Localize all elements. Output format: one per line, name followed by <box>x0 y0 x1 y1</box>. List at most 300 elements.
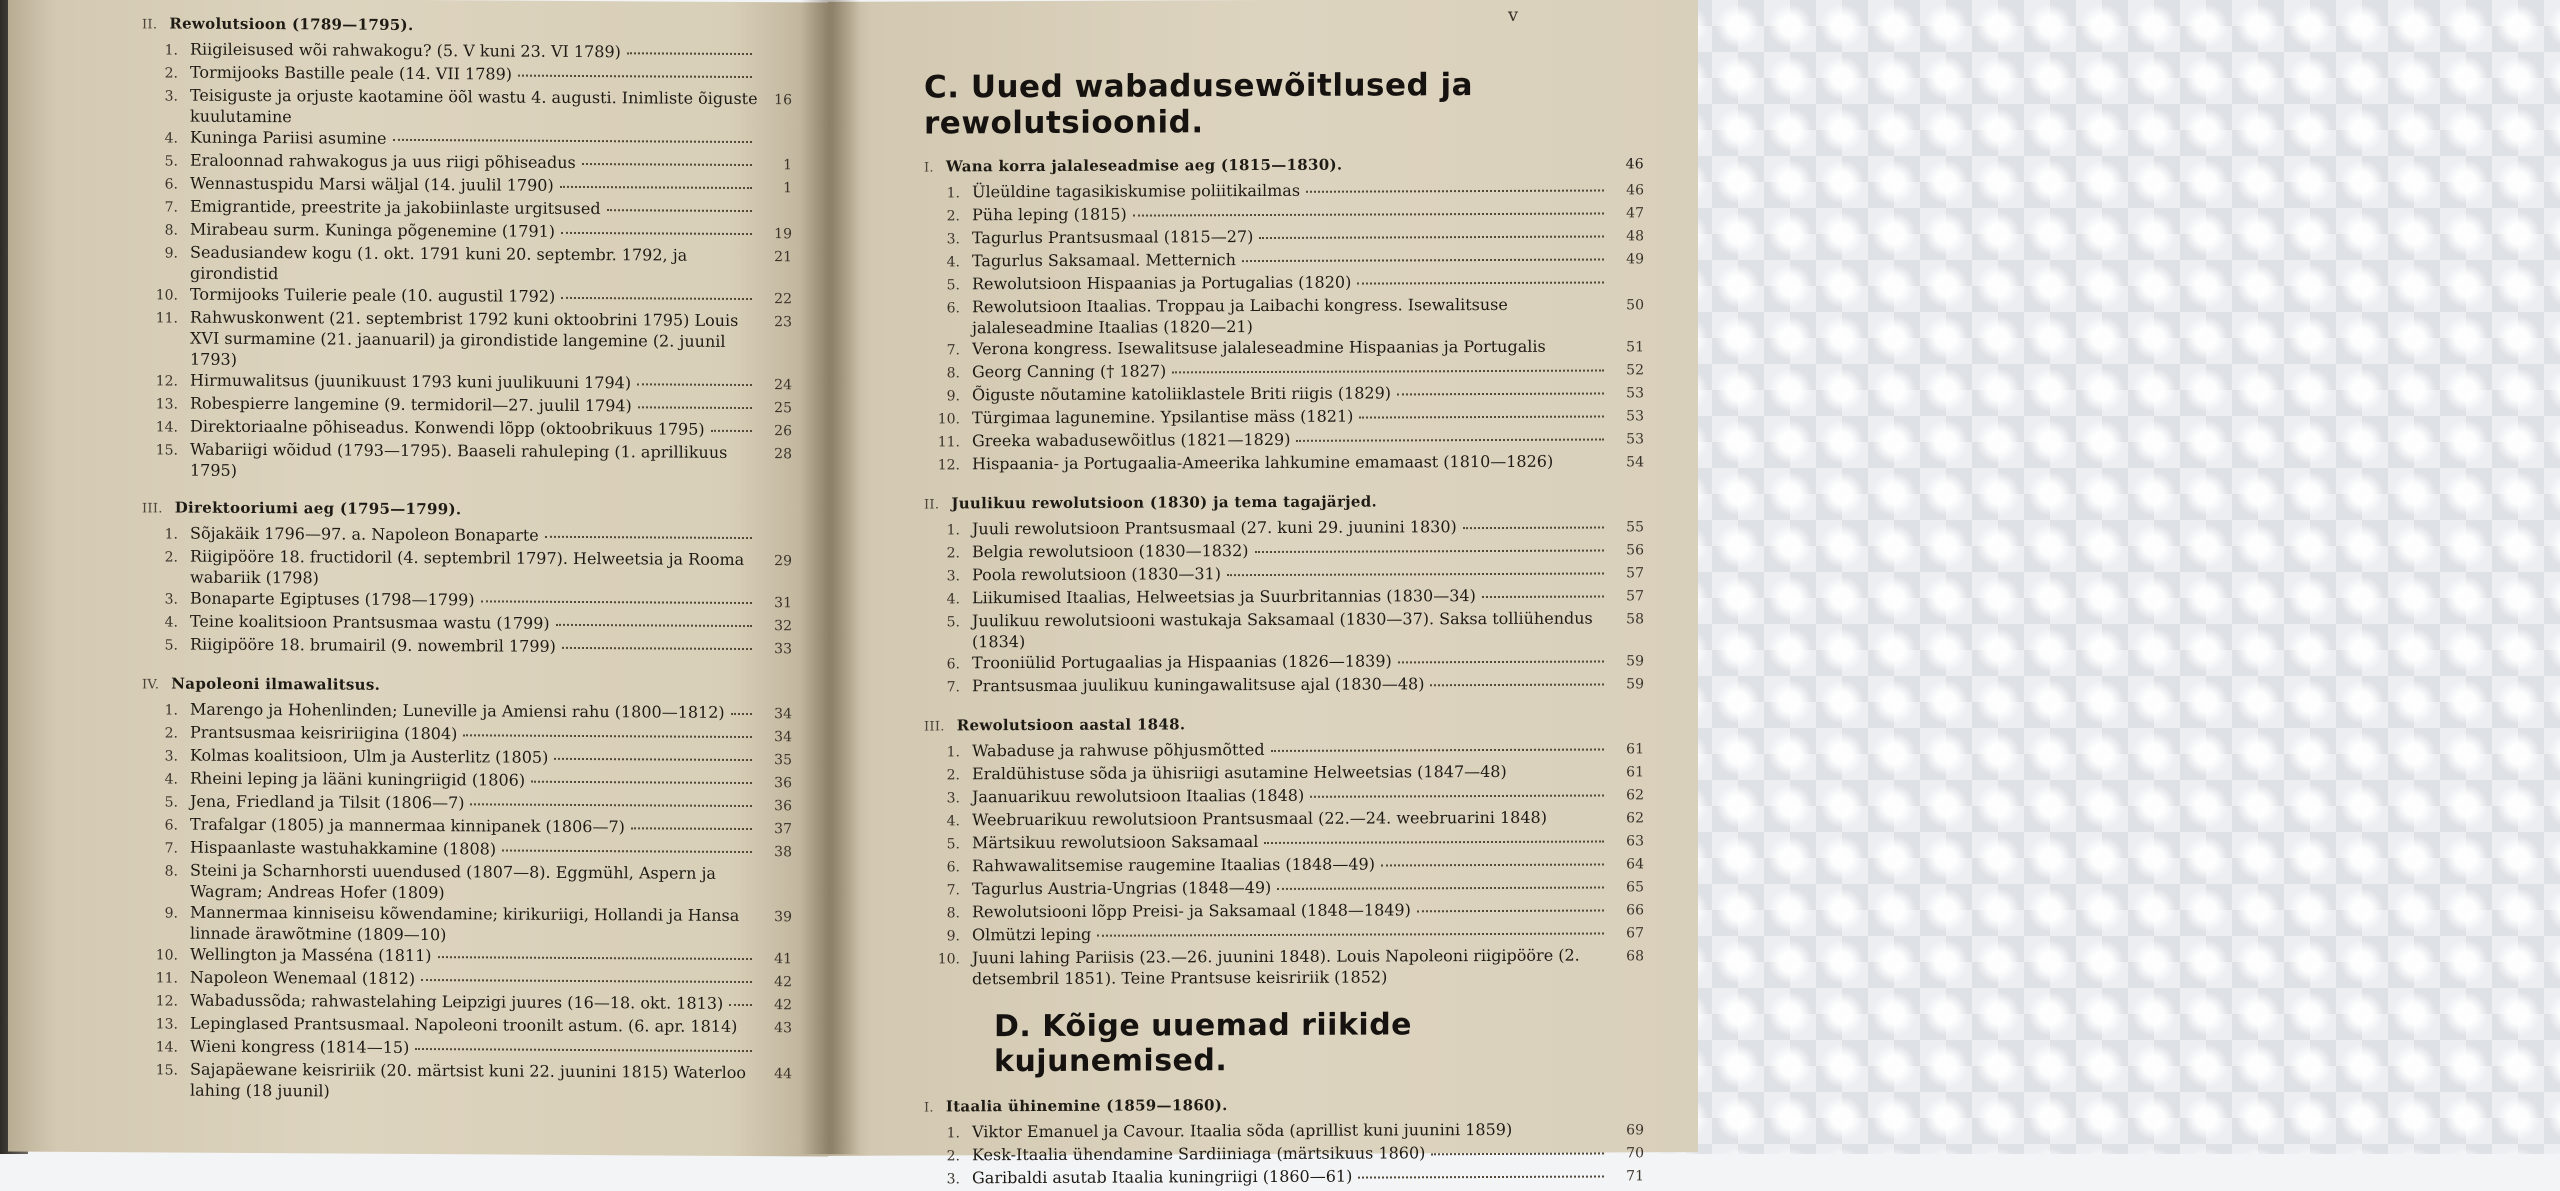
entry-page-number: 61 <box>1610 762 1644 783</box>
entry-title: Rewolutsioon Itaalias. Troppau ja Laibachi kongress. Isewalitsuse jalaleseadmine Itaalias (1820—21) <box>972 293 1610 338</box>
entry-number: 7. <box>924 340 960 361</box>
entry-title: Steini ja Scharnhorsti uuendused (1807—8). Eggmühl, Aspern ja Wagram; Andreas Hofer (1809) <box>190 860 758 905</box>
entry-number: 5. <box>142 792 178 813</box>
entry-number: 11. <box>924 432 960 453</box>
entry-page-number: 59 <box>1610 674 1644 695</box>
entry-title: Trafalgar (1805) ja mannermaa kinnipanek (1806—7) <box>190 814 625 838</box>
entry-number: 11. <box>142 308 178 329</box>
entry-number: 5. <box>924 834 960 855</box>
dot-leader <box>607 208 752 212</box>
dot-leader <box>1397 392 1604 396</box>
section-roman-numeral: I. <box>924 160 934 175</box>
dot-leader <box>631 826 752 830</box>
entry-number: 2. <box>142 547 178 568</box>
dot-leader <box>627 51 752 55</box>
entry-title: Püha leping (1815) <box>972 204 1127 226</box>
dot-leader <box>554 757 752 761</box>
dot-leader <box>729 1003 752 1006</box>
entry-number: 3. <box>924 788 960 809</box>
entry-number: 3. <box>924 566 960 587</box>
entry-title: Kesk-Itaalia ühendamine Sardiiniaga (märtsikuus 1860) <box>972 1142 1425 1165</box>
entry-number: 1. <box>142 700 178 721</box>
dot-leader <box>731 712 752 715</box>
dot-leader <box>1242 258 1604 263</box>
toc-entry <box>924 737 1644 763</box>
entry-number: 13. <box>142 1014 178 1035</box>
section-title: Direktooriumi aeg (1795—1799). <box>175 499 462 519</box>
toc-entry <box>924 672 1644 698</box>
dot-leader <box>1296 438 1604 442</box>
entry-title: Wabariigi wõidud (1793—1795). Baaseli rahuleping (1. aprillikuus 1795) <box>190 439 758 484</box>
toc-entry <box>924 358 1644 384</box>
entry-number: 7. <box>142 838 178 859</box>
toc-entry <box>142 1058 792 1104</box>
toc-entry <box>924 898 1644 924</box>
entry-page-number: 19 <box>758 224 792 245</box>
entry-page-number: 21 <box>758 247 792 268</box>
dot-leader <box>1271 748 1604 752</box>
toc-entry <box>924 1164 1644 1190</box>
entry-number: 11. <box>142 968 178 989</box>
entry-page-number: 58 <box>1610 609 1644 630</box>
dot-leader <box>1097 932 1604 937</box>
entry-page-number: 32 <box>758 616 792 637</box>
dot-leader <box>1482 595 1604 599</box>
dot-leader <box>438 955 753 960</box>
entry-number: 1. <box>142 524 178 545</box>
entry-number: 2. <box>924 1146 960 1167</box>
entry-number: 1. <box>924 520 960 541</box>
toc-entry <box>924 224 1644 250</box>
entry-number: 8. <box>924 363 960 384</box>
section-heading <box>142 14 792 36</box>
toc-entry <box>142 84 792 130</box>
entry-title: Sõjakäik 1796—97. a. Napoleon Bonaparte <box>190 523 539 546</box>
toc-entry <box>142 241 792 287</box>
dot-leader <box>561 296 752 300</box>
entry-title: Juuni lahing Pariisis (23.—26. juunini 1848). Louis Napoleoni riigipööre (2. detsembril 1851). Teine Prantsuse keisririik (1852) <box>972 944 1610 989</box>
entry-page-number: 59 <box>1610 651 1644 672</box>
entry-title: Seadusiandew kogu (1. okt. 1791 kuni 20. septembr. 1792, ja girondistid <box>190 242 758 287</box>
entry-title: Emigrantide, preestrite ja jakobiinlaste urgitsused <box>190 196 601 220</box>
dot-leader <box>1417 909 1604 913</box>
dot-leader <box>711 429 752 432</box>
entry-number: 12. <box>142 991 178 1012</box>
entry-number: 6. <box>924 654 960 675</box>
entry-number: 3. <box>142 746 178 767</box>
entry-title: Weebruarikuu rewolutsioon Prantsusmaal (22.—24. weebruarini 1848) <box>972 806 1610 830</box>
entry-title: Wabadussõda; rahwastelahing Leipzigi juures (16—18. okt. 1813) <box>190 990 723 1014</box>
dot-leader <box>560 185 752 189</box>
entry-page-number: 24 <box>758 375 792 396</box>
entry-title: Hirmuwalitsus (juunikuust 1793 kuni juulikuuni 1794) <box>190 370 631 394</box>
entry-page-number: 57 <box>1610 563 1644 584</box>
entry-title: Belgia rewolutsioon (1830—1832) <box>972 540 1249 562</box>
toc-entry <box>924 1118 1644 1144</box>
section-title: Wana korra jalaleseadmise aeg (1815—1830). <box>946 156 1343 176</box>
section-title: Rewolutsioon (1789—1795). <box>169 14 413 33</box>
dot-leader <box>1381 863 1604 867</box>
entry-number: 13. <box>142 394 178 415</box>
entry-number: 3. <box>924 229 960 250</box>
entry-title: Mannermaa kinniseisu kõwendamine; kirikuriigi, Hollandi ja Hansa linnade ärawõtmine (1809—10) <box>190 902 758 947</box>
entry-page-number: 1 <box>758 178 792 199</box>
entry-page-number: 42 <box>758 995 792 1016</box>
toc-entry <box>142 306 792 373</box>
entry-title: Üleüldine tagasikiskumise poliitikailmas <box>972 180 1300 202</box>
entry-page-number: 33 <box>758 639 792 660</box>
entry-title: Rewolutsioon Hispaanias ja Portugalias (1820) <box>972 272 1351 295</box>
entry-number: 10. <box>142 285 178 306</box>
dot-leader <box>637 382 752 386</box>
section-title: Juulikuu rewolutsioon (1830) ja tema tagajärjed. <box>951 493 1377 513</box>
entry-number: 14. <box>142 417 178 438</box>
toc-entry <box>924 829 1644 855</box>
left-page-toc <box>142 8 792 1104</box>
toc-entry <box>924 944 1644 989</box>
entry-page-number: 52 <box>1610 360 1644 381</box>
entry-number: 4. <box>142 612 178 633</box>
entry-title: Riigipööre 18. brumairil (9. nowembril 1799) <box>190 634 556 657</box>
part-d-heading: D. Kõige uuemad riikide kujunemised. <box>994 1006 1644 1079</box>
dot-leader <box>470 802 752 807</box>
dot-leader <box>1310 794 1604 798</box>
entry-number: 1. <box>924 183 960 204</box>
entry-title: Sajapäewane keisririik (20. märtsist kuni 22. juunini 1815) Waterloo lahing (18 juunil) <box>190 1059 758 1104</box>
entry-page-number: 57 <box>1610 586 1644 607</box>
entry-title: Jena, Friedland ja Tilsit (1806—7) <box>190 791 464 814</box>
dot-leader <box>561 231 752 235</box>
entry-number: 10. <box>924 409 960 430</box>
dot-leader <box>463 733 752 738</box>
toc-entry <box>924 201 1644 227</box>
toc-entry <box>924 921 1644 947</box>
entry-title: Liikumised Itaalias, Helweetsias ja Suurbritannias (1830—34) <box>972 585 1476 608</box>
toc-entry <box>142 633 792 660</box>
entry-number: 9. <box>142 243 178 264</box>
toc-entry <box>142 901 792 947</box>
entry-title: Jaanuarikuu rewolutsioon Itaalias (1848) <box>972 785 1304 807</box>
entry-title: Marengo ja Hohenlinden; Luneville ja Amiensi rahu (1800—1812) <box>190 699 725 723</box>
entry-title: Wellington ja Masséna (1811) <box>190 944 432 966</box>
entry-number: 4. <box>924 252 960 273</box>
entry-number: 3. <box>142 86 178 107</box>
entry-title: Trooniülid Portugaalias ja Hispaanias (1826—1839) <box>972 650 1392 673</box>
left-page <box>8 0 828 1157</box>
entry-title: Greeka wabadusewõitlus (1821—1829) <box>972 429 1290 451</box>
dot-leader <box>1227 572 1604 577</box>
dot-leader <box>1398 660 1604 664</box>
entry-title: Kuninga Pariisi asumine <box>190 127 387 149</box>
entry-title: Riigileisused wõi rahwakogu? (5. V kuni 23. VI 1789) <box>190 39 621 63</box>
entry-number: 10. <box>142 945 178 966</box>
entry-page-number: 1 <box>758 155 792 176</box>
entry-title: Lepinglased Prantsusmaal. Napoleoni troonilt astum. (6. apr. 1814) <box>190 1013 758 1037</box>
entry-title: Wabaduse ja rahwuse põhjusmõtted <box>972 739 1265 761</box>
entry-number: 6. <box>142 174 178 195</box>
entry-number: 6. <box>924 298 960 319</box>
entry-number: 5. <box>142 635 178 656</box>
dot-leader <box>393 138 753 143</box>
entry-page-number: 25 <box>758 398 792 419</box>
entry-title: Wieni kongress (1814—15) <box>190 1036 409 1058</box>
entry-number: 6. <box>142 815 178 836</box>
tablecloth-background <box>1660 0 2560 1154</box>
entry-title: Rewolutsiooni lõpp Preisi- ja Saksamaal (1848—1849) <box>972 899 1411 922</box>
entry-number: 4. <box>142 769 178 790</box>
toc-entry <box>924 806 1644 832</box>
section-heading <box>142 498 792 520</box>
entry-page-number: 26 <box>758 421 792 442</box>
entry-page-number: 53 <box>1610 383 1644 404</box>
dot-leader <box>1255 549 1604 554</box>
entry-page-number: 47 <box>1610 203 1644 224</box>
dot-leader <box>556 623 752 627</box>
dot-leader <box>502 849 752 854</box>
entry-number: 1. <box>924 742 960 763</box>
dot-leader <box>1172 369 1604 374</box>
entry-page-number: 62 <box>1610 785 1644 806</box>
toc-entry <box>924 561 1644 587</box>
entry-title: Kolmas koalitsioon, Ulm ja Austerlitz (1805) <box>190 745 548 768</box>
entry-title: Garibaldi asutab Itaalia kuningriigi (1860—61) <box>972 1166 1352 1189</box>
entry-page-number: 64 <box>1610 854 1644 875</box>
entry-page-number: 66 <box>1610 900 1644 921</box>
toc-entry <box>924 852 1644 878</box>
entry-page-number: 71 <box>1610 1166 1644 1187</box>
entry-page-number: 28 <box>758 444 792 465</box>
entry-number: 8. <box>142 220 178 241</box>
dot-leader <box>421 978 752 983</box>
entry-page-number: 34 <box>758 704 792 725</box>
entry-page-number: 65 <box>1610 877 1644 898</box>
toc-entry <box>924 538 1644 564</box>
section-title: Rewolutsioon aastal 1848. <box>957 715 1186 734</box>
section-roman-numeral: III. <box>924 719 945 734</box>
entry-page-number: 49 <box>1610 249 1644 270</box>
entry-title: Teisiguste ja orjuste kaotamine öõl wastu 4. augusti. Inimliste õiguste kuulutamine <box>190 85 758 130</box>
section-roman-numeral: I. <box>924 1100 934 1115</box>
toc-entry <box>924 1141 1644 1167</box>
dot-leader <box>1306 189 1604 193</box>
entry-number: 2. <box>924 206 960 227</box>
entry-page-number: 16 <box>758 90 792 111</box>
entry-number: 2. <box>142 723 178 744</box>
dot-leader <box>638 405 752 409</box>
dot-leader <box>1359 415 1604 419</box>
entry-title: Hispaanlaste wastuhakkamine (1808) <box>190 837 496 860</box>
toc-entry <box>924 515 1644 541</box>
entry-number: 8. <box>924 903 960 924</box>
entry-title: Juuli rewolutsioon Prantsusmaal (27. kuni 29. juunini 1830) <box>972 516 1457 539</box>
entry-page-number: 53 <box>1610 429 1644 450</box>
entry-number: 3. <box>142 589 178 610</box>
toc-entry <box>924 649 1644 675</box>
dot-leader <box>1133 212 1604 217</box>
entry-title: Prantsusmaa juulikuu kuningawalitsuse ajal (1830—48) <box>972 673 1424 696</box>
section-heading <box>924 713 1644 734</box>
entry-title: Hispaania- ja Portugaalia-Ameerika lahkumine emamaast (1810—1826) <box>972 450 1610 474</box>
entry-number: 7. <box>142 197 178 218</box>
entry-number: 14. <box>142 1037 178 1058</box>
entry-page-number: 63 <box>1610 831 1644 852</box>
entry-title: Rheini leping ja lääni kuningriigid (1806) <box>190 768 525 791</box>
entry-number: 9. <box>924 926 960 947</box>
entry-title: Juulikuu rewolutsiooni wastukaja Saksamaal (1830—37). Saksa tolliühendus (1834) <box>972 607 1610 652</box>
entry-title: Eraldühistuse sõda ja ühisriigi asutamine Helweetsias (1847—48) <box>972 760 1610 784</box>
entry-title: Bonaparte Egiptuses (1798—1799) <box>190 588 475 611</box>
entry-page-number: 51 <box>1610 337 1644 358</box>
book-gutter <box>800 0 860 1154</box>
entry-title: Tagurlus Austria-Ungrias (1848—49) <box>972 877 1271 899</box>
entry-title: Rahwawalitsemise raugemine Itaalias (1848—49) <box>972 854 1375 877</box>
entry-page-number: 54 <box>1610 452 1644 473</box>
dot-leader <box>481 599 752 604</box>
entry-title: Rahwuskonwent (21. septembrist 1792 kuni oktoobrini 1795) Louis XVI surmamine (21. jaanuaril) ja girondistide langemine (2. juunil 1793) <box>190 307 758 373</box>
entry-title: Tagurlus Saksamaal. Metternich <box>972 249 1236 271</box>
dot-leader <box>1357 281 1604 285</box>
dot-leader <box>545 535 752 539</box>
dot-leader <box>1259 235 1604 240</box>
entry-page-number: 35 <box>758 750 792 771</box>
section-heading <box>924 1094 1644 1115</box>
entry-page-number: 36 <box>758 773 792 794</box>
entry-title: Riigipööre 18. fructidoril (4. septembril 1797). Helweetsia ja Rooma wabariik (1798) <box>190 546 758 591</box>
toc-entry <box>924 381 1644 407</box>
entry-number: 9. <box>924 386 960 407</box>
entry-number: 3. <box>924 1169 960 1190</box>
dot-leader <box>1431 1152 1604 1156</box>
entry-number: 12. <box>924 455 960 476</box>
entry-page-number: 42 <box>758 972 792 993</box>
dot-leader <box>518 74 752 78</box>
entry-page-number: 61 <box>1610 739 1644 760</box>
entry-page-number: 69 <box>1610 1120 1644 1141</box>
entry-page-number: 23 <box>758 312 792 333</box>
section-roman-numeral: II. <box>924 497 939 512</box>
entry-title: Georg Canning († 1827) <box>972 360 1166 382</box>
entry-title: Türgimaa lagunemine. Ypsilantise mäss (1821) <box>972 406 1353 429</box>
entry-page-number: 29 <box>758 551 792 572</box>
entry-number: 10. <box>924 949 960 970</box>
page-marker: v <box>1508 5 1518 26</box>
toc-entry <box>924 335 1644 361</box>
entry-title: Olmützi leping <box>972 924 1091 946</box>
entry-title: Robespierre langemine (9. termidoril—27. juulil 1794) <box>190 393 632 417</box>
entry-page-number: 70 <box>1610 1143 1644 1164</box>
entry-title: Mirabeau surm. Kuninga põgenemine (1791) <box>190 219 555 242</box>
entry-title: Tormijooks Bastille peale (14. VII 1789) <box>190 62 512 85</box>
entry-page-number: 36 <box>758 796 792 817</box>
entry-page-number: 56 <box>1610 540 1644 561</box>
toc-entry <box>142 438 792 484</box>
dot-leader <box>415 1047 752 1052</box>
dot-leader <box>1463 526 1604 530</box>
toc-entry <box>924 427 1644 453</box>
entry-number: 5. <box>142 151 178 172</box>
section-heading <box>142 674 792 696</box>
toc-entry <box>924 760 1644 786</box>
entry-title: Poola rewolutsioon (1830—31) <box>972 563 1221 585</box>
toc-entry <box>924 607 1644 652</box>
toc-entry <box>924 450 1644 476</box>
dot-leader <box>1430 683 1604 687</box>
entry-page-number: 62 <box>1610 808 1644 829</box>
entry-number: 4. <box>142 128 178 149</box>
section-page-number: 46 <box>1626 156 1644 172</box>
entry-page-number: 46 <box>1610 180 1644 201</box>
section-heading <box>924 154 1644 175</box>
entry-number: 4. <box>924 811 960 832</box>
toc-entry <box>924 178 1644 204</box>
toc-entry <box>142 545 792 591</box>
entry-page-number: 22 <box>758 289 792 310</box>
dot-leader <box>1264 840 1604 844</box>
toc-entry <box>142 859 792 905</box>
dot-leader <box>582 162 752 166</box>
entry-number: 6. <box>924 857 960 878</box>
entry-page-number: 50 <box>1610 295 1644 316</box>
entry-number: 15. <box>142 440 178 461</box>
entry-number: 15. <box>142 1060 178 1081</box>
entry-page-number: 48 <box>1610 226 1644 247</box>
toc-entry <box>924 875 1644 901</box>
toc-entry <box>924 270 1644 296</box>
toc-entry <box>924 783 1644 809</box>
dot-leader <box>1358 1175 1604 1179</box>
entry-number: 5. <box>924 612 960 633</box>
toc-entry <box>924 584 1644 610</box>
entry-number: 2. <box>924 543 960 564</box>
entry-page-number: 37 <box>758 819 792 840</box>
toc-entry <box>924 293 1644 338</box>
section-roman-numeral: IV. <box>142 677 159 692</box>
entry-number: 1. <box>142 40 178 61</box>
entry-title: Õiguste nõutamine katoliiklastele Briti riigis (1829) <box>972 382 1391 405</box>
dot-leader <box>1277 886 1604 890</box>
dot-leader <box>1342 168 1625 169</box>
entry-page-number: 31 <box>758 593 792 614</box>
section-roman-numeral: III. <box>142 501 163 516</box>
entry-number: 12. <box>142 371 178 392</box>
entry-page-number: 44 <box>758 1064 792 1085</box>
entry-number: 9. <box>142 903 178 924</box>
entry-title: Tormijooks Tuilerie peale (10. augustil 1792) <box>190 284 555 307</box>
section-title: Napoleoni ilmawalitsus. <box>171 674 380 693</box>
right-page-toc <box>924 0 1644 1190</box>
entry-page-number: 55 <box>1610 517 1644 538</box>
section-title: Itaalia ühinemine (1859—1860). <box>946 1096 1228 1115</box>
entry-page-number: 53 <box>1610 406 1644 427</box>
entry-title: Märtsikuu rewolutsioon Saksamaal <box>972 831 1258 853</box>
entry-page-number: 41 <box>758 949 792 970</box>
entry-page-number: 68 <box>1610 946 1644 967</box>
entry-number: 2. <box>924 765 960 786</box>
entry-page-number: 43 <box>758 1018 792 1039</box>
part-c-heading: C. Uued wabadusewõitlused ja rewolutsioonid. <box>924 66 1644 141</box>
entry-title: Verona kongress. Isewalitsuse jalaleseadmine Hispaanias ja Portugalis <box>972 335 1610 359</box>
dot-leader <box>531 780 752 784</box>
entry-page-number: 39 <box>758 907 792 928</box>
entry-page-number: 38 <box>758 842 792 863</box>
entry-page-number: 34 <box>758 727 792 748</box>
section-roman-numeral: II. <box>142 17 157 32</box>
entry-number: 2. <box>142 63 178 84</box>
entry-title: Napoleon Wenemaal (1812) <box>190 967 415 989</box>
section-heading <box>924 491 1644 512</box>
dot-leader <box>562 646 752 650</box>
entry-number: 7. <box>924 880 960 901</box>
